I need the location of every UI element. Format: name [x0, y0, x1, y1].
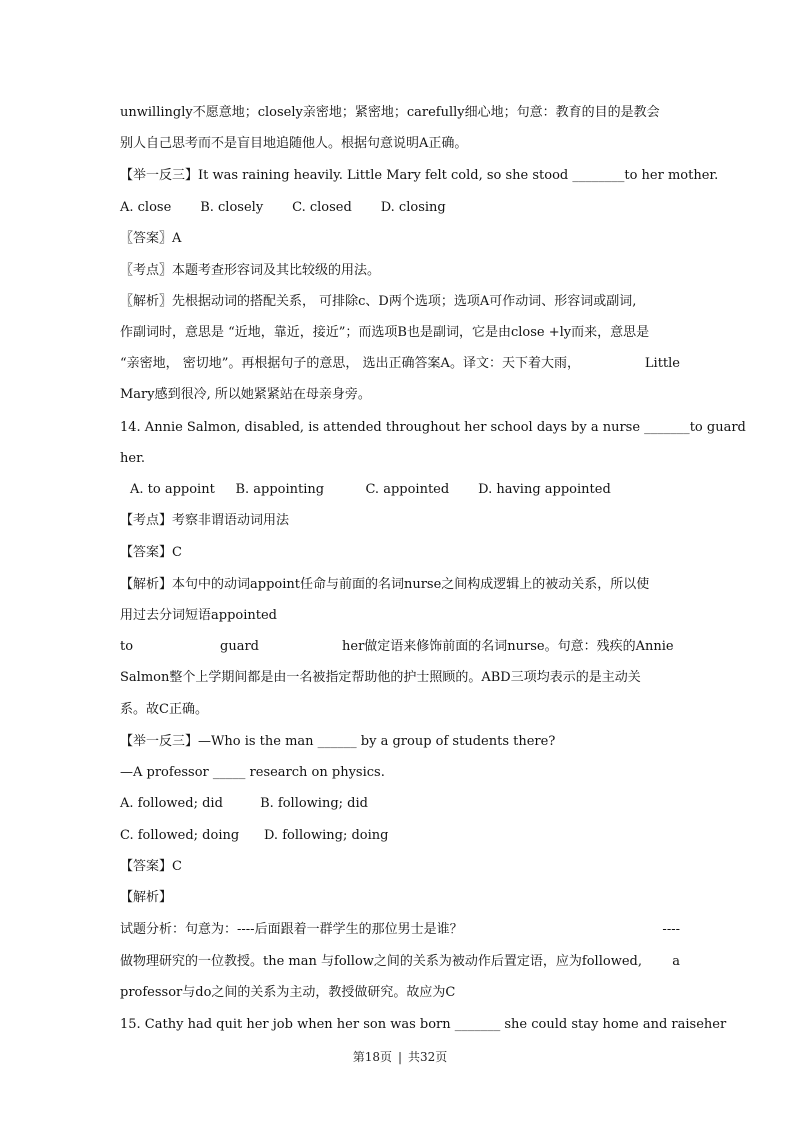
text-line: [120, 921, 680, 939]
footer-separator: |: [397, 1050, 403, 1064]
text-segment: a: [672, 954, 680, 969]
answer-line: 〖答案〗A: [120, 231, 182, 246]
text-segment: 做物理研究的一位教授。the man 与follow之间的关系为被动作后置定语，应为followed,: [120, 954, 642, 969]
answer-options: A. to appoint B. appointing C. appointed D. having appointed: [130, 482, 611, 497]
text-line: 作副词时，意思是 “近地，靠近，接近”；而选项B也是副词，它是由close +ly而来，意思是: [120, 325, 650, 340]
text-line: unwillingly不愿意地；closely亲密地；紧密地；carefully细心地；句意：教育的目的是教会: [120, 105, 660, 120]
text-segment: 试题分析：句意为：----后面跟着一群学生的那位男士是谁？: [120, 922, 463, 937]
text-line: 别人自己思考而不是盲目地追随他人。根据句意说明A正确。: [120, 136, 468, 151]
text-line: her.: [120, 451, 145, 466]
text-line: 【解析】本句中的动词appoint任命与前面的名词nurse之间构成逻辑上的被动关系，所以使: [120, 577, 650, 592]
text-segment: to: [120, 639, 134, 654]
text-line: —A professor _____ research on physics.: [120, 765, 385, 780]
text-segment: Little: [644, 356, 680, 371]
question-14: [120, 419, 746, 437]
text-segment: her做定语来修饰前面的名词nurse。句意：残疾的Annie: [342, 639, 674, 654]
text-segment: guard: [220, 639, 259, 654]
text-segment: ----: [662, 922, 680, 937]
text-segment: “亲密地， 密切地”。再根据句子的意思， 选出正确答案A。译文：天下着大雨，: [120, 356, 580, 371]
text-line: 【解析】: [120, 890, 173, 905]
text-line: Salmon整个上学期间都是由一名被指定帮助他的护士照顾的。ABD三项均表示的是主动关: [120, 670, 641, 685]
answer-options: A. close B. closely C. closed D. closing: [120, 200, 446, 215]
text-line: 【考点】考察非谓语动词用法: [120, 513, 290, 528]
question-15: [120, 1016, 727, 1034]
text-line: [120, 355, 680, 373]
page-footer: [0, 1049, 800, 1065]
answer-line: 【答案】C: [120, 545, 182, 560]
text-segment: 15. Cathy had quit her job when her son was born _______ she could stay home and raise: [120, 1017, 704, 1032]
text-line: [120, 953, 680, 971]
text-line: professor与do之间的关系为主动，教授做研究。故应为C: [120, 985, 456, 1000]
page-total: 共32页: [408, 1050, 448, 1064]
text-line: 〖考点〗本题考查形容词及其比较级的用法。: [120, 263, 381, 278]
answer-line: 【答案】C: [120, 859, 182, 874]
text-line: 〖解析〗先根据动词的搭配关系， 可排除c、D两个选项；选项A可作动词、形容词或副词,: [120, 294, 637, 309]
text-line: 【举一反三】It was raining heavily. Little Mary felt cold, so she stood ________to her mother.: [120, 168, 719, 183]
text-segment: her: [703, 1017, 727, 1032]
text-line: 【举一反三】—Who is the man ______ by a group of students there?: [120, 734, 556, 749]
text-segment: 14. Annie Salmon, disabled, is attended throughout her school days by a nurse _______: [120, 420, 690, 435]
text-line: 用过去分词短语appointed: [120, 608, 277, 623]
answer-options: C. followed; doing D. following; doing: [120, 828, 389, 843]
text-segment: to guard: [689, 420, 746, 435]
page-number: 第18页: [352, 1050, 392, 1064]
answer-options: A. followed; did B. following; did: [120, 796, 368, 811]
text-line: 系。故C正确。: [120, 702, 208, 717]
text-line: Mary感到很冷, 所以她紧紧站在母亲身旁。: [120, 387, 371, 402]
